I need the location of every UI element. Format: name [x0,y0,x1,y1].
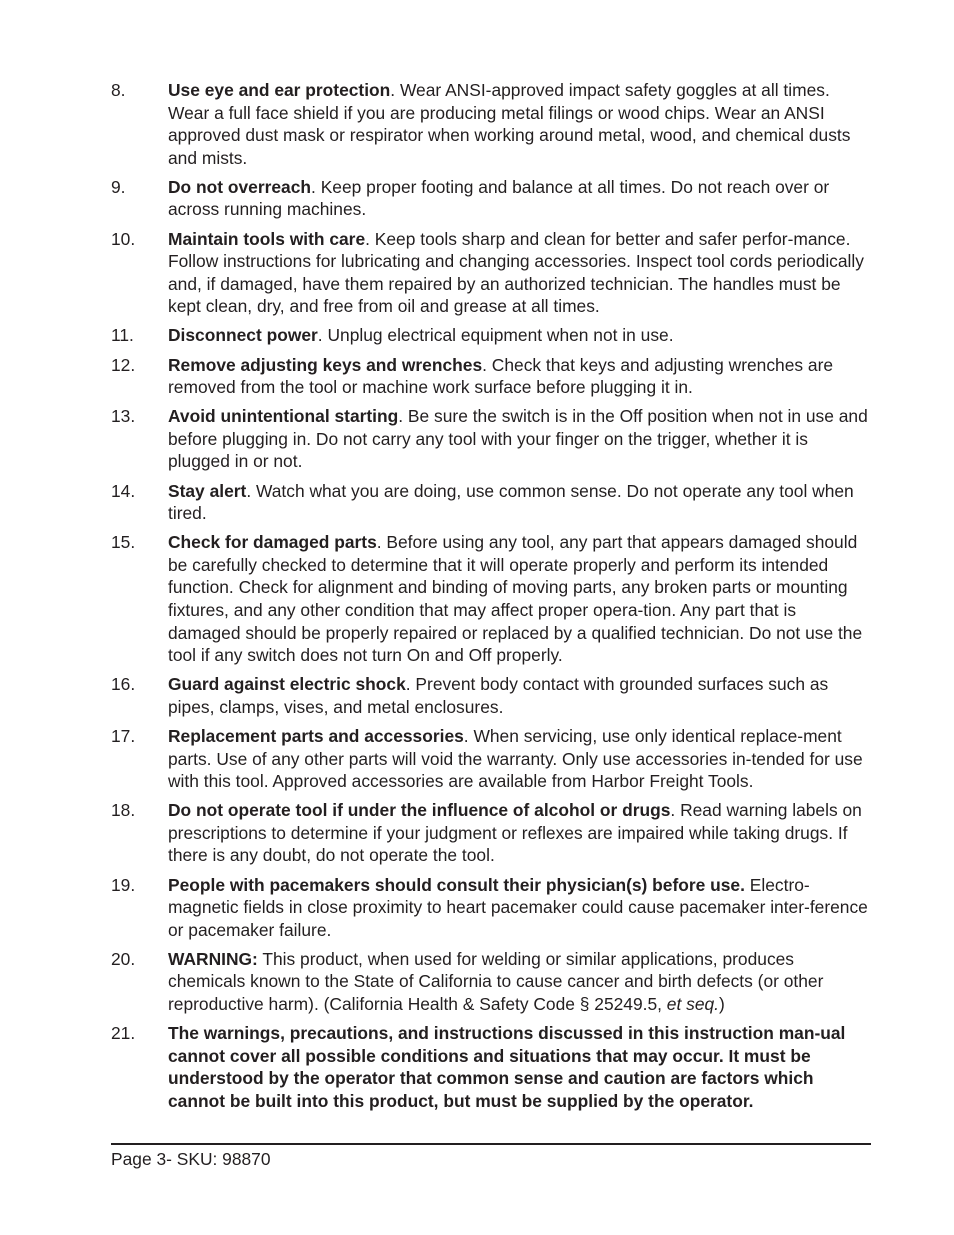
item-italic: et seq. [666,993,720,1014]
item-body: . Be sure the switch is in the Off position when not in use and before plugging in. Do not carry any tool with your finger on the trigger, whether it is plugged in or not. [168,406,868,472]
item-body: . Watch what you are doing, use common sense. Do not operate any tool when tired. [168,480,854,524]
list-item [111,228,871,318]
item-number: 8. [111,80,126,100]
item-number: 21. [111,1023,136,1044]
item-body: Electro-magnetic fields in close proximity to heart pacemaker could cause pacemaker inter-ference or pacemaker failure. [168,874,868,940]
list-item [111,354,871,399]
list-item [111,799,871,867]
item-heading: Do not overreach [168,176,312,197]
item-number: 17. [111,725,136,746]
item-heading: Disconnect power [168,325,318,346]
item-number: 9. [111,176,126,197]
item-number: 19. [111,874,136,895]
item-text [168,874,871,942]
item-tail: ) [719,993,725,1014]
item-body: . Check that keys and adjusting wrenches are removed from the tool or machine work surface before plugging it in. [168,354,834,398]
item-heading: Use eye and ear protection [168,80,391,100]
item-number: 12. [111,354,136,375]
list-item [111,405,871,473]
item-heading: Maintain tools with care [168,228,366,249]
item-heading: Do not operate tool if under the influence of alcohol or drugs [168,800,671,821]
item-heading: Stay alert [168,480,247,501]
item-text [168,480,871,525]
list-item [111,79,871,169]
list-item [111,176,871,221]
item-heading: Guard against electric shock [168,674,406,695]
item-text [168,354,871,399]
item-text [168,948,871,1016]
item-text [168,531,871,667]
item-body: . When servicing, use only identical replace-ment parts. Use of any other parts will void the warranty. Only use accessories in-tended for use with this tool. Approved accessories are available from Harbor Freight Tools. [168,725,863,792]
item-text [168,228,871,318]
list-item [111,948,871,1016]
list-item [111,480,871,525]
list-item [111,673,871,718]
item-heading: WARNING: [168,948,258,969]
item-number: 14. [111,480,136,501]
item-number: 18. [111,800,136,821]
item-body: . Before using any tool, any part that appears damaged should be carefully checked to determine that it will operate properly and perform its intended function. Check for alignment and binding of moving parts, any broken parts or mounting fixtures, and any other condition that may affect proper opera-tion. Any part that is damaged should be properly repaired or replaced by a qualified technician. Do not use the tool if any switch does not turn On and Off properly. [168,532,863,666]
page-footer: Page 3- SKU: 98870 [111,1149,271,1169]
item-body: . Unplug electrical equipment when not in use. [317,325,674,346]
list-item [111,531,871,667]
item-number: 20. [111,948,136,969]
item-heading: Replacement parts and accessories [168,725,464,746]
item-text [168,324,871,347]
list-item [111,1022,871,1112]
item-body: . Keep proper footing and balance at all times. Do not reach over or across running machines. [168,176,830,220]
item-text [168,79,871,169]
item-text [168,405,871,473]
item-body: . Wear ANSI-approved impact safety goggles at all times. Wear a full face shield if you are producing metal filings or wood chips. Wear an ANSI approved dust mask or respirator when working around metal, wood, and chemical dusts and mists. [168,80,851,168]
item-body: . Read warning labels on prescriptions to determine if your judgment or reflexes are impaired while taking drugs. If there is any doubt, do not operate the tool. [168,800,862,866]
item-number: 15. [111,532,136,553]
item-heading: People with pacemakers should consult their physician(s) before use. [168,874,745,895]
item-body: . Prevent body contact with grounded surfaces such as pipes, clamps, vises, and metal enclosures. [168,674,829,717]
safety-rules-list [111,79,871,1119]
list-item [111,324,871,347]
item-text: The warnings, precautions, and instructions discussed in this instruction man-ual cannot cover all possible conditions and situations that may occur. It must be understood by the operator that common sense and caution are factors which cannot be built into this product, but must be supplied by the operator. [168,1023,846,1111]
item-text [168,673,871,718]
item-number: 10. [111,228,136,249]
item-number: 16. [111,674,136,695]
item-text [168,725,871,793]
footer-divider [111,1143,871,1145]
item-number: 13. [111,406,136,427]
item-heading: Remove adjusting keys and wrenches [168,354,483,375]
item-text [168,799,871,867]
item-body: This product, when used for welding or similar applications, produces chemicals known to the State of California to cause cancer and birth defects (or other reproductive harm). (California Health & Safety Code § 25249.5, [168,948,824,1014]
item-heading: Avoid unintentional starting [168,406,399,427]
item-text [168,176,871,221]
item-number: 11. [111,325,134,346]
item-heading: Check for damaged parts [168,532,377,553]
list-item [111,874,871,942]
list-item [111,725,871,793]
item-body: . Keep tools sharp and clean for better and safer perfor-mance. Follow instructions for lubricating and changing accessories. Inspect tool cords periodically and, if damaged, have them repaired by an authorized technician. The handles must be kept clean, dry, and free from oil and grease at all times. [168,228,864,317]
